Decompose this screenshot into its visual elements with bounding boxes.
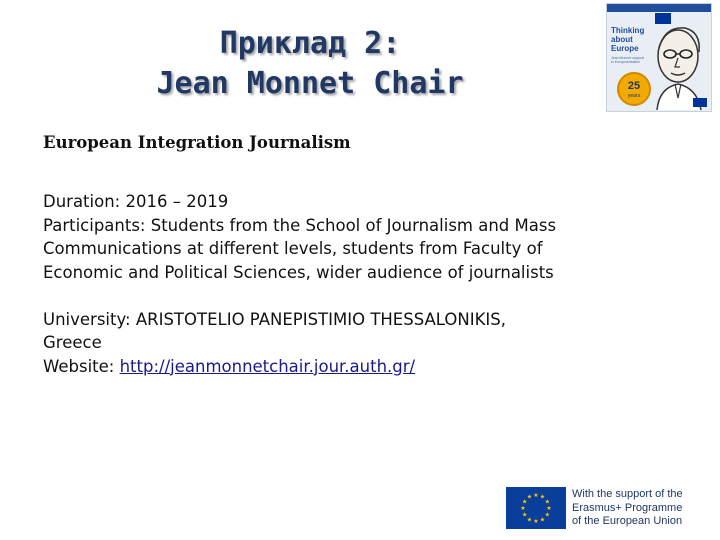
anniversary-label: years bbox=[627, 93, 641, 99]
support-line-3: of the European Union bbox=[572, 515, 683, 527]
university-row bbox=[43, 308, 693, 332]
eu-star-icon: ★ bbox=[539, 516, 546, 524]
participants-text-1: Students from the School of Journalism and Mass bbox=[150, 215, 557, 235]
support-line-1: With the support of the bbox=[572, 488, 683, 500]
eu-star-icon: ★ bbox=[526, 493, 533, 501]
duration-row bbox=[43, 190, 693, 214]
anniversary-number: 25 bbox=[627, 80, 641, 92]
portrait-sketch-icon bbox=[645, 18, 711, 110]
participants-label: Participants: bbox=[43, 215, 146, 235]
eu-star-icon: ★ bbox=[533, 492, 539, 499]
eu-star-icon: ★ bbox=[533, 518, 539, 525]
anniversary-badge bbox=[617, 72, 651, 106]
eu-star-icon: ★ bbox=[544, 511, 550, 519]
eu-flag-small-icon bbox=[693, 98, 707, 107]
erasmus-support-text bbox=[572, 488, 712, 529]
cover-subheading: Jean Monnet support to Europeanisation bbox=[611, 56, 644, 64]
university-country: Greece bbox=[43, 333, 102, 352]
eu-star-icon: ★ bbox=[539, 493, 546, 501]
participants-row-2: Communications at different levels, students from Faculty of bbox=[43, 239, 543, 258]
eu-stars-icon bbox=[506, 487, 566, 529]
slide-body bbox=[43, 190, 693, 378]
support-line-2: Erasmus+ Programme bbox=[572, 501, 683, 514]
book-cover-image bbox=[606, 3, 712, 112]
slide-title-line-1: Приклад 2: bbox=[219, 26, 401, 61]
eu-star-icon: ★ bbox=[522, 498, 528, 506]
eu-star-icon: ★ bbox=[544, 498, 550, 506]
participants-row-3: Economic and Political Sciences, wider audience of journalists bbox=[43, 262, 554, 282]
eu-star-icon: ★ bbox=[520, 505, 526, 512]
website-link[interactable]: http://jeanmonnetchair.jour.auth.gr/ bbox=[119, 356, 416, 376]
slide-title bbox=[90, 24, 530, 104]
university-value: ARISTOTELIO PANEPISTIMIO THESSALONIKIS, bbox=[135, 309, 506, 329]
duration-label: Duration: bbox=[43, 192, 121, 211]
project-subtitle: European Integration Journalism bbox=[43, 133, 351, 152]
duration-value: 2016 – 2019 bbox=[125, 192, 229, 211]
eu-star-icon: ★ bbox=[526, 516, 533, 524]
eu-flag-logo bbox=[506, 487, 566, 529]
cover-heading: Thinking about Europe bbox=[611, 26, 645, 53]
university-label: University: bbox=[43, 309, 131, 329]
eu-star-icon: ★ bbox=[546, 505, 552, 512]
eu-star-icon: ★ bbox=[522, 511, 528, 519]
participants-row-1 bbox=[43, 214, 693, 238]
cover-top-bar bbox=[607, 4, 711, 12]
website-row bbox=[43, 355, 693, 379]
paragraph-gap bbox=[43, 284, 693, 308]
website-label: Website: bbox=[43, 356, 115, 376]
slide-title-line-2: Jean Monnet Chair bbox=[156, 66, 464, 101]
